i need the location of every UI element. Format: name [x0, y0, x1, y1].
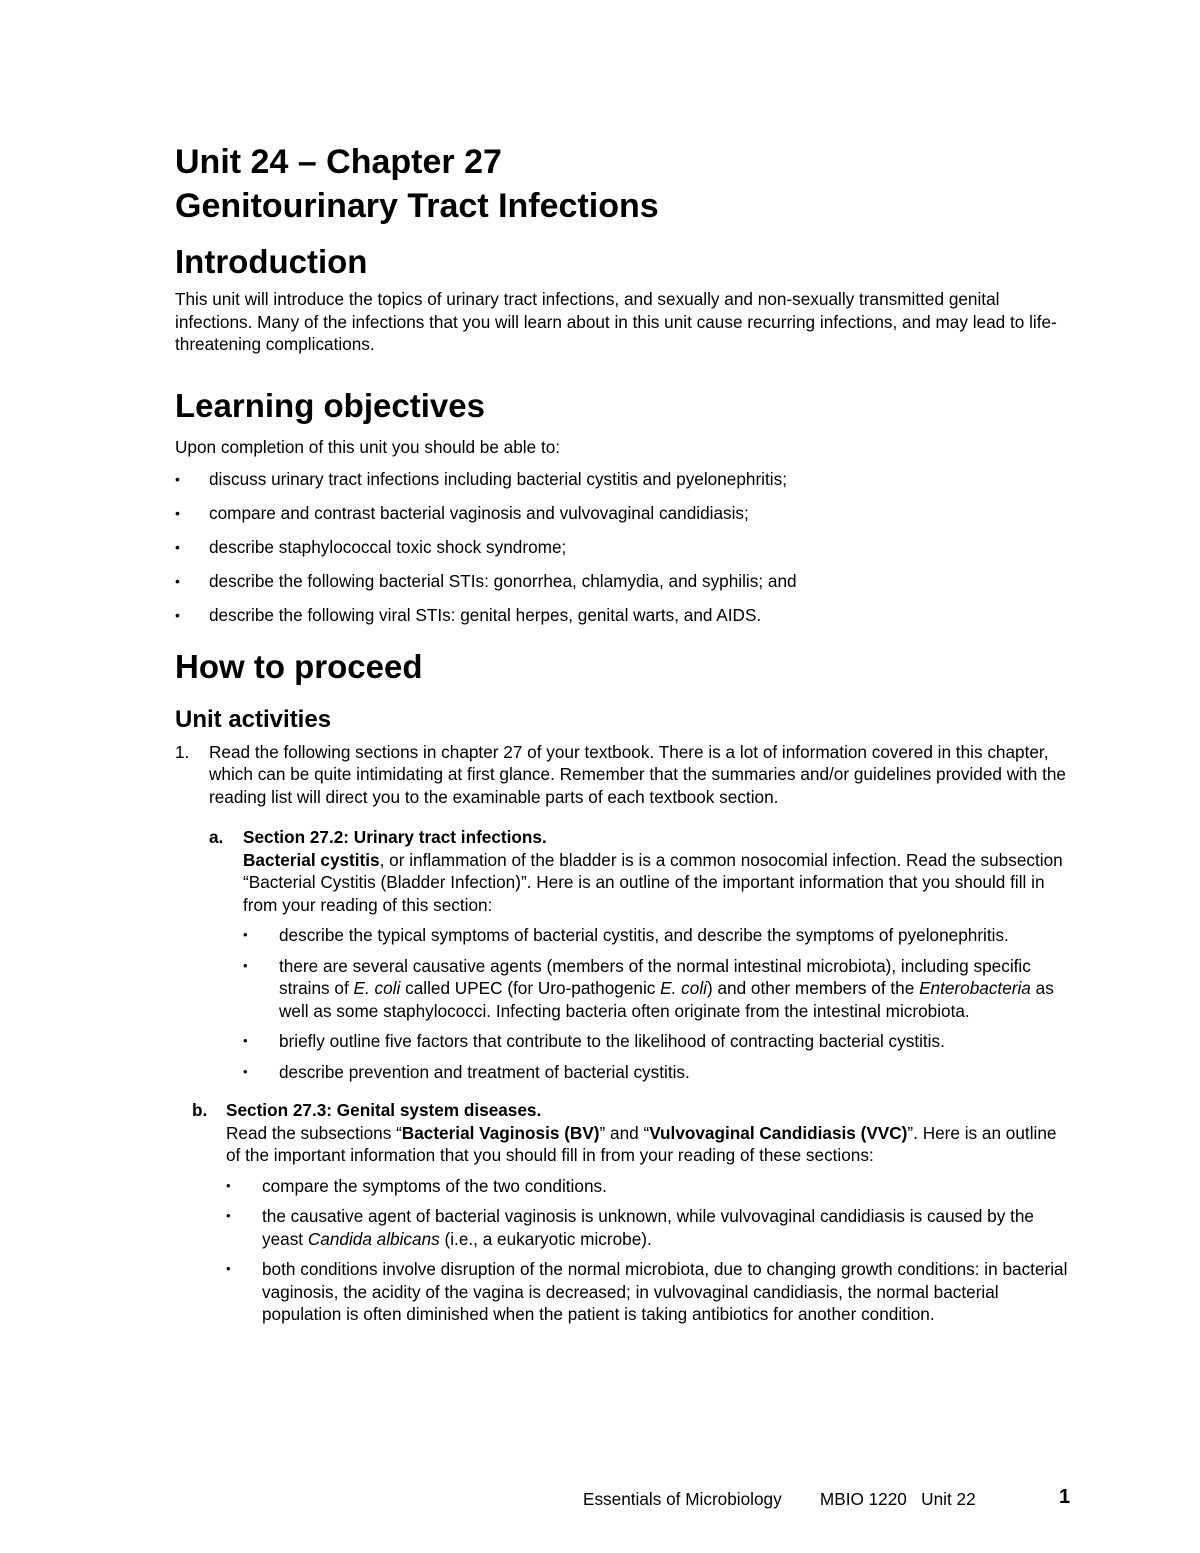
activity-number: 1.: [175, 741, 190, 762]
section-b: [192, 1099, 1075, 1326]
section-b-lead: Read the subsections “Bacterial Vaginosis (BV)” and “Vulvovaginal Candidiasis (VVC)”. Here is an outline of the important information that you should fill in from your reading of these sections:: [226, 1122, 1057, 1165]
section-a: [209, 826, 1075, 1083]
section-a-letter: a.: [209, 827, 224, 847]
document-title: [175, 140, 1075, 228]
bullet-icon: •: [175, 471, 180, 487]
bullet-icon: •: [243, 1033, 248, 1048]
bullet-icon: •: [226, 1208, 231, 1223]
objective-item: • discuss urinary tract infections including bacterial cystitis and pyelonephritis;: [175, 469, 787, 489]
bullet-icon: •: [243, 1063, 248, 1079]
page-footer: [583, 1486, 1071, 1510]
document-page: [175, 140, 1075, 1334]
bullet-icon: •: [226, 1177, 231, 1193]
section-b-list: [226, 1175, 1075, 1326]
objectives-heading: Learning objectives: [175, 386, 485, 424]
list-item: • briefly outline five factors that contribute to the likelihood of contracting bacterial cystitis.: [243, 1031, 945, 1051]
bullet-icon: •: [243, 927, 248, 942]
page-number: 1: [1059, 1486, 1071, 1508]
activity-item-1: [175, 741, 1075, 809]
objective-item: • describe the following bacterial STIs: gonorrhea, chlamydia, and syphilis; and: [175, 571, 797, 591]
list-item: • there are several causative agents (members of the normal intestinal microbiota), including specific strains of E. coli called UPEC (for Uro-pathogenic E. coli) and other members of the Enterobacteria as well as some staphylococci. Infecting bacteria often originate from the intestinal microbiota.: [243, 955, 1054, 1021]
bullet-icon: •: [226, 1261, 231, 1276]
bullet-icon: •: [175, 539, 180, 555]
section-a-list: [243, 924, 1075, 1083]
section-b-title: Section 27.3: Genital system diseases.: [226, 1100, 542, 1120]
bullet-icon: •: [175, 607, 180, 623]
objective-item: • compare and contrast bacterial vaginosis and vulvovaginal candidiasis;: [175, 503, 749, 523]
footer-book: Essentials of Microbiology: [583, 1489, 782, 1509]
list-item: • describe prevention and treatment of bacterial cystitis.: [243, 1061, 690, 1082]
objective-item: • describe staphylococcal toxic shock syndrome;: [175, 537, 567, 557]
section-a-title: Section 27.2: Urinary tract infections.: [243, 827, 547, 847]
list-item: • describe the typical symptoms of bacterial cystitis, and describe the symptoms of pyelonephritis.: [243, 925, 1009, 945]
title-line-2: Genitourinary Tract Infections: [175, 187, 659, 225]
section-b-letter: b.: [192, 1100, 208, 1120]
bullet-icon: •: [175, 573, 180, 589]
list-item: • compare the symptoms of the two conditions.: [226, 1175, 607, 1196]
how-to-proceed-heading: How to proceed: [175, 647, 423, 685]
list-item: • the causative agent of bacterial vaginosis is unknown, while vulvovaginal candidiasis is caused by the yeast Candida albicans (i.e., a eukaryotic microbe).: [226, 1206, 1034, 1249]
introduction-heading: Introduction: [175, 243, 368, 280]
activity-text: Read the following sections in chapter 27 of your textbook. There is a lot of information covered in this chapter, which can be quite intimidating at first glance. Remember that the summaries and/or guidelines provided with the reading list will direct you to the examinable parts of each textbook section.: [209, 741, 1066, 807]
unit-activities-heading: Unit activities: [175, 705, 332, 733]
section-a-lead: Bacterial cystitis, or inflammation of the bladder is is a common nosocomial infection. Read the subsection “Bacterial Cystitis (Bladder Infection)”. Here is an outline of the important information that you should fill in from your reading of this section:: [243, 849, 1063, 915]
list-item: • both conditions involve disruption of the normal microbiota, due to changing growth conditions: in bacterial vaginosis, the acidity of the vagina is decreased; in vulvovaginal candidiasis, the normal bacterial population is often diminished when the patient is taking antibiotics for another condition.: [226, 1259, 1068, 1324]
objectives-list: [175, 468, 1075, 627]
bullet-icon: •: [243, 957, 248, 973]
objective-item: • describe the following viral STIs: genital herpes, genital warts, and AIDS.: [175, 605, 762, 625]
introduction-body: This unit will introduce the topics of urinary tract infections, and sexually and non-sexually transmitted genital infections. Many of the infections that you will learn about in this unit cause recurring infections, and may lead to life-threatening complications.: [175, 289, 1057, 354]
footer-course: MBIO 1220: [819, 1489, 907, 1509]
footer-unit: Unit 22: [921, 1489, 976, 1509]
title-line-1: Unit 24 – Chapter 27: [175, 143, 502, 181]
bullet-icon: •: [175, 505, 180, 521]
objectives-intro: Upon completion of this unit you should be able to:: [175, 436, 561, 457]
